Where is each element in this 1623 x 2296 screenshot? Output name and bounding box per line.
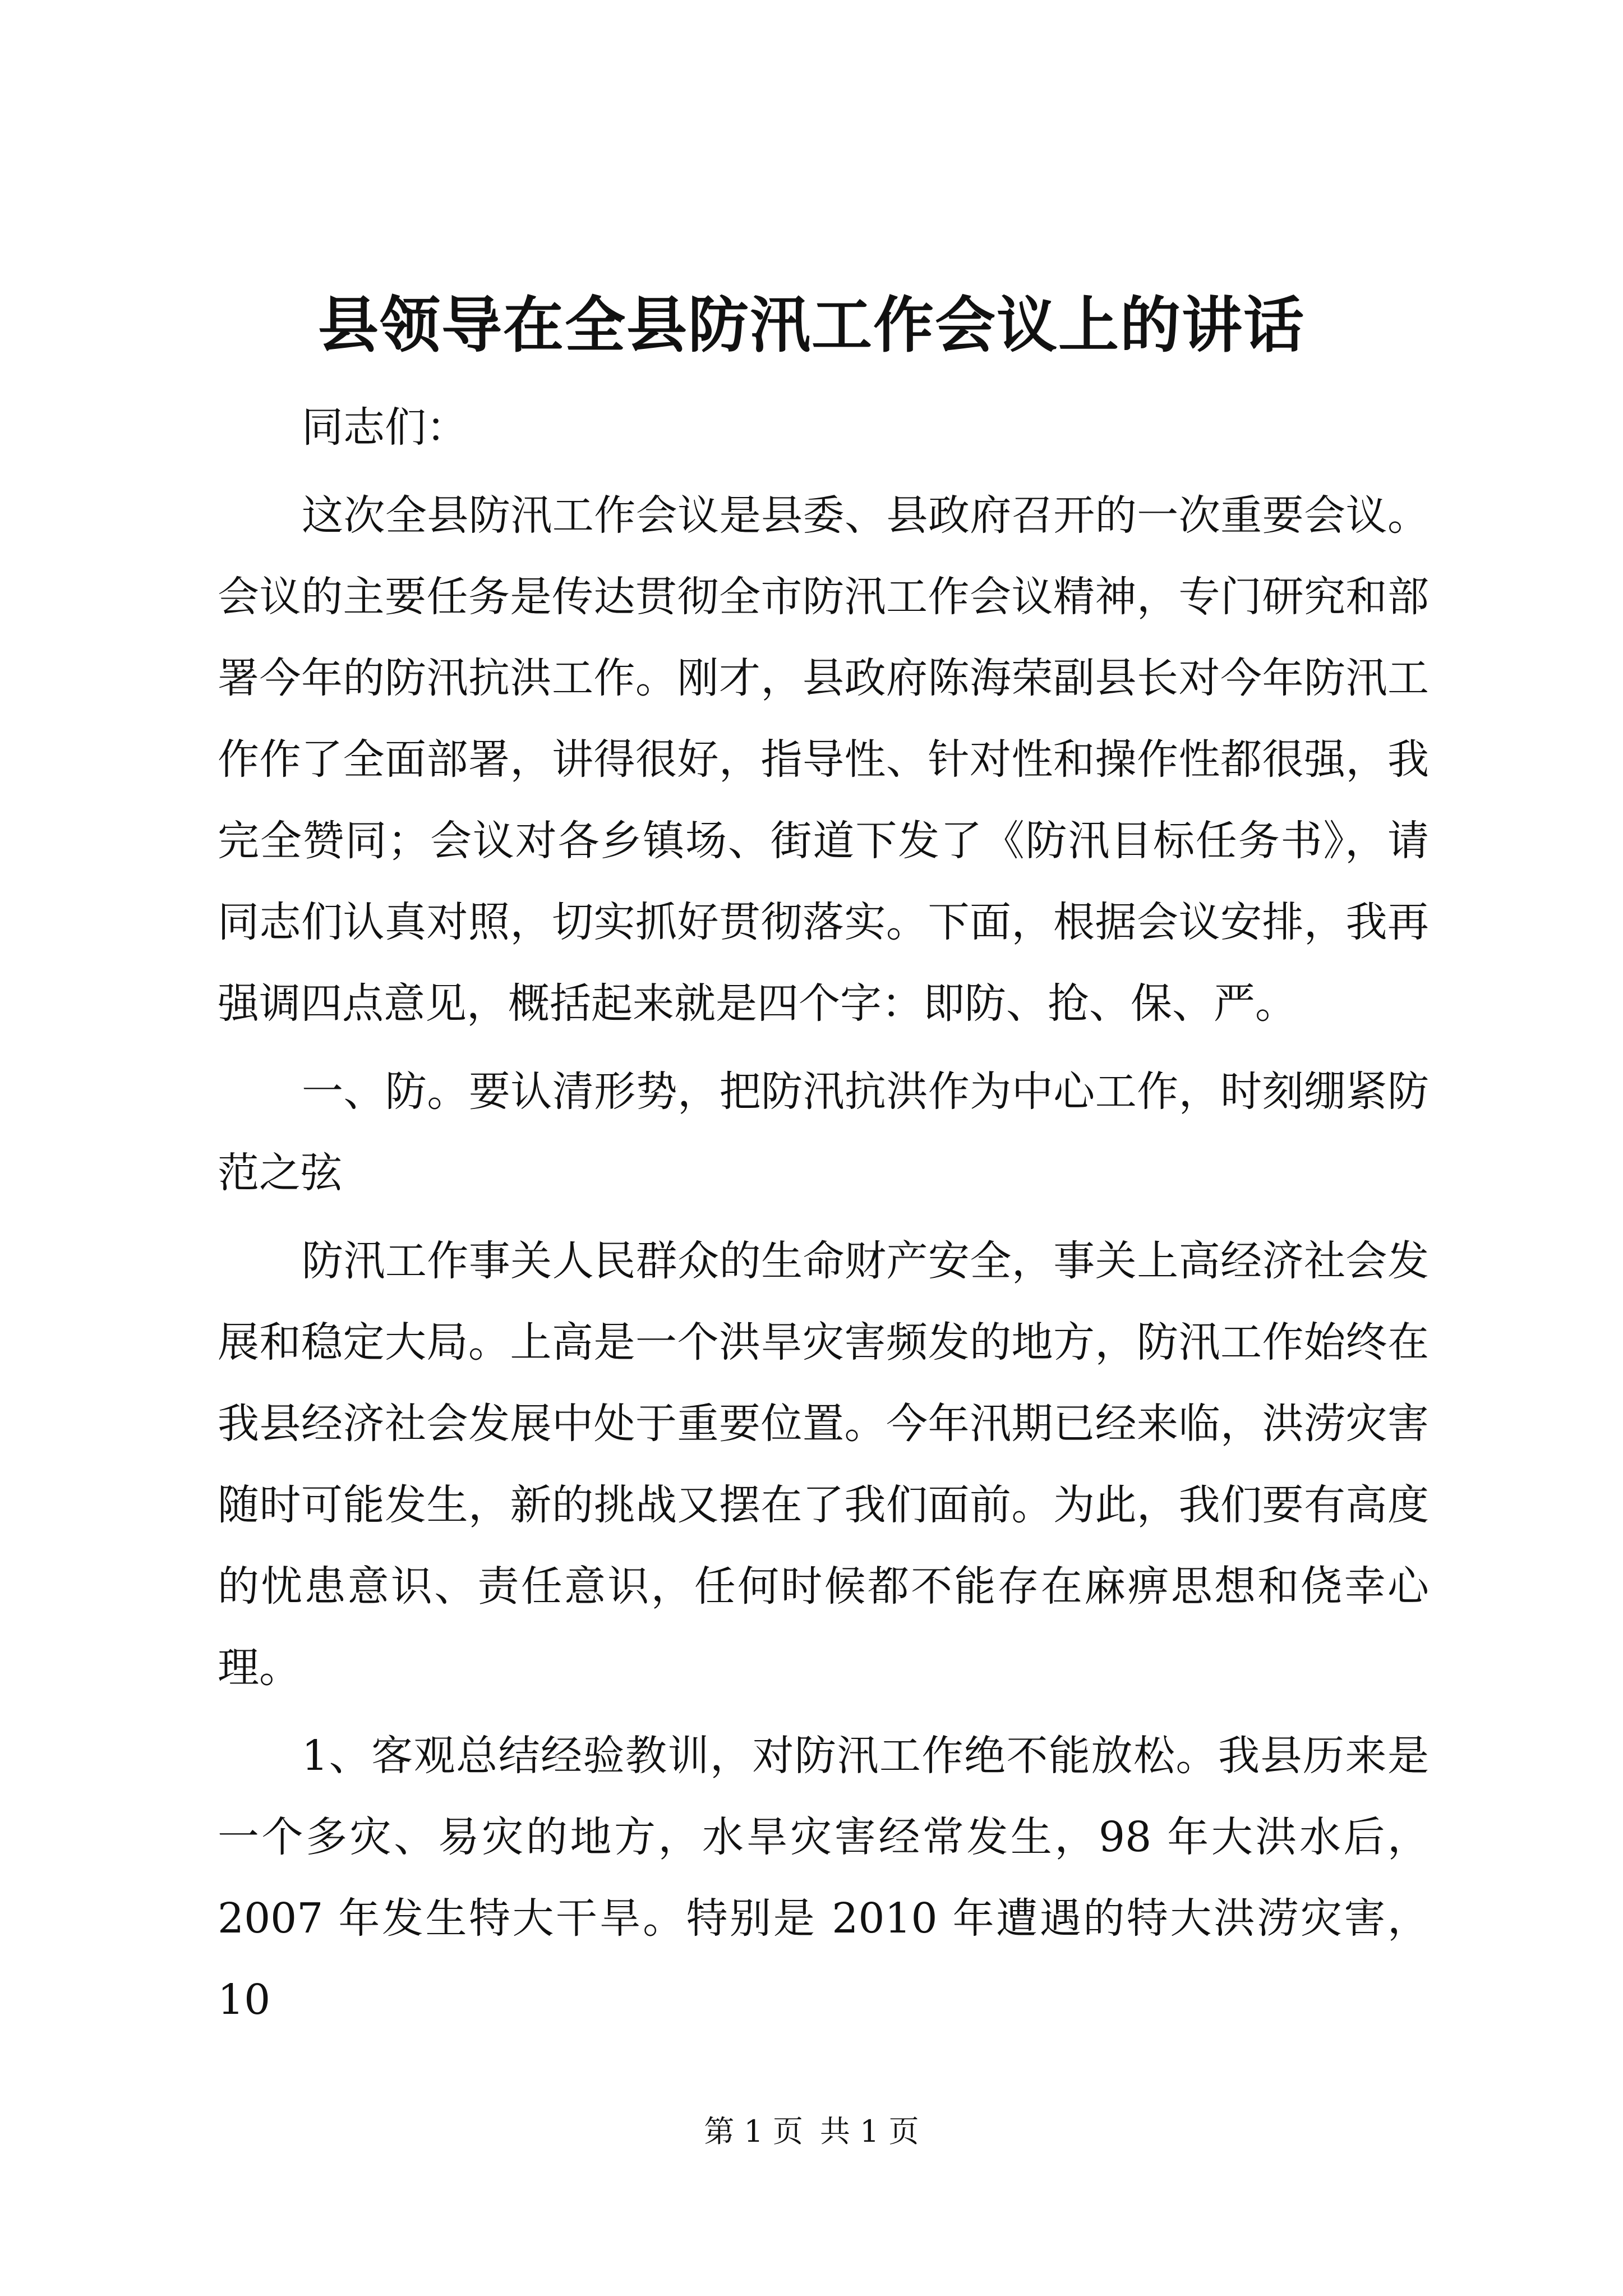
intro-paragraph: 这次全县防汛工作会议是县委、县政府召开的一次重要会议。会议的主要任务是传达贯彻全市防汛工作会议精神，专门研究和部署今年的防汛抗洪工作。刚才，县政府陈海荣副县长对今年防汛工作作了全面部署，讲得很好，指导性、针对性和操作性都很强，我完全赞同；会议对各乡镇场、街道下发了《防汛目标任务书》，请同志们认真对照，切实抓好贯彻落实。下面，根据会议安排，我再强调四点意见，概括起来就是四个字：即防、抢、保、严。 (218, 491, 1429, 1028)
document-body (218, 387, 1429, 2047)
page-footer (0, 2109, 1623, 2154)
body-paragraph: 防汛工作事关人民群众的生命财产安全，事关上高经济社会发展和稳定大局。上高是一个洪旱灾害频发的地方，防汛工作始终在我县经济社会发展中处于重要位置。今年汛期已经来临，洪涝灾害随时可能发生，新的挑战又摆在了我们面前。为此，我们要有高度的忧患意识、责任意识，任何时候都不能存在麻痹思想和侥幸心理。 (218, 1237, 1429, 1692)
section-heading-paragraph: 一、防。要认清形势，把防汛抗洪作为中心工作，时刻绷紧防范之弦 (218, 1068, 1429, 1197)
page-total: 共 1 页 (820, 2114, 919, 2149)
document-title: 县领导在全县防汛工作会议上的讲话 (317, 290, 1305, 361)
body-paragraph: 1、客观总结经验教训，对防汛工作绝不能放松。我县历来是一个多灾、易灾的地方，水旱灾害经常发生，98 年大洪水后，2007 年发生特大干旱。特别是 2010 年遭遇的特大洪涝灾害，10 (218, 1732, 1429, 2024)
page-number: 第 1 页 (704, 2114, 803, 2149)
salutation-paragraph: 同志们： (302, 403, 468, 452)
